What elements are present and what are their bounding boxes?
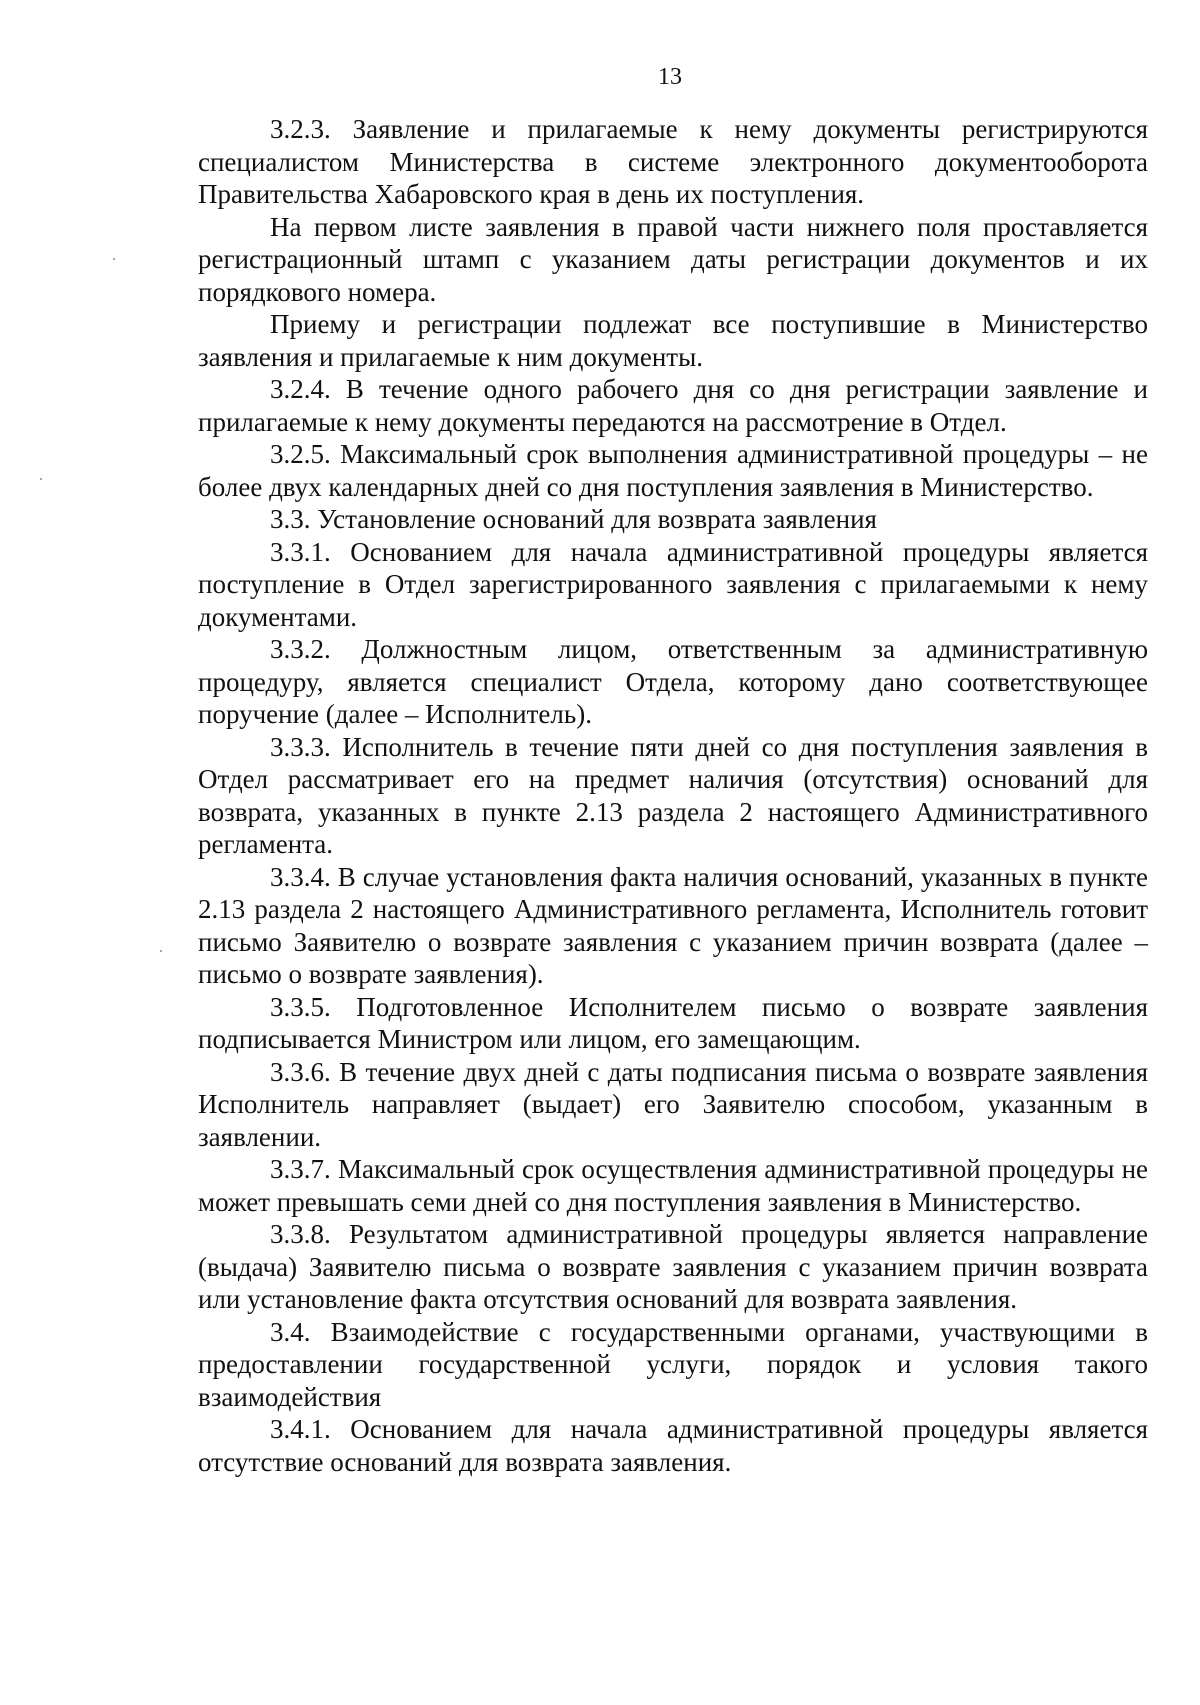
scan-speck [160,950,162,952]
paragraph-3-3-7: 3.3.7. Максимальный срок осуществления административной процедуры не может превышать семи дней со дня поступления заявления в Министерство. [198,1154,1148,1217]
paragraph-3-3-6: 3.3.6. В течение двух дней с даты подписания письма о возврате заявления Исполнитель направляет (выдает) его Заявителю способом, указанным в заявлении. [198,1056,1148,1152]
paragraph-3-4: 3.4. Взаимодействие с государственными органами, участвующими в предоставлении государственной услуги, порядок и условия такого взаимодействия [198,1316,1148,1412]
paragraph-3-3-1: 3.3.1. Основанием для начала административной процедуры является поступление в Отдел зарегистрированного заявления с прилагаемыми к нему документами. [198,536,1148,632]
paragraph-3-3-8: 3.3.8. Результатом административной процедуры является направление (выдача) Заявителю письма о возврате заявления с указанием причин возврата или установление факта отсутствия оснований для возврата заявления. [198,1219,1148,1314]
paragraph-3-3-5: 3.3.5. Подготовленное Исполнителем письмо о возврате заявления подписывается Министром или лицом, его замещающим. [198,991,1148,1054]
paragraph-registration-stamp: На первом листе заявления в правой части нижнего поля проставляется регистрационный штамп с указанием даты регистрации документов и их порядкового номера. [198,211,1148,307]
paragraph-3-2-5: 3.2.5. Максимальный срок выполнения административной процедуры – не более двух календарных дней со дня поступления заявления в Министерство. [198,439,1148,502]
paragraph-3-2-3: 3.2.3. Заявление и прилагаемые к нему документы регистрируются специалистом Министерства в системе электронного документооборота Правительства Хабаровского края в день их поступления. [198,114,1148,209]
paragraph-3-3-3: 3.3.3. Исполнитель в течение пяти дней со дня поступления заявления в Отдел рассматривает его на предмет наличия (отсутствия) оснований для возврата, указанных в пункте 2.13 раздела 2 настоящего Административного регламента. [198,731,1148,859]
paragraph-3-3-2: 3.3.2. Должностным лицом, ответственным за административную процедуру, является специалист Отдела, которому дано соответствующее поручение (далее – Исполнитель). [198,634,1148,729]
page-number: 13 [658,64,682,90]
paragraph-3-3-4: 3.3.4. В случае установления факта наличия оснований, указанных в пункте 2.13 раздела 2 настоящего Административного регламента, Исполнитель готовит письмо Заявителю о возврате заявления с указанием причин возврата (далее – письмо о возврате заявления). [198,861,1148,989]
scan-speck [40,478,42,480]
scan-speck [113,258,115,260]
paragraph-3-4-1: 3.4.1. Основанием для начала административной процедуры является отсутствие оснований для возврата заявления. [198,1414,1148,1477]
paragraph-acceptance: Приему и регистрации подлежат все поступившие в Министерство заявления и прилагаемые к ним документы. [198,309,1148,372]
document-body [198,113,1148,1478]
paragraph-3-2-4: 3.2.4. В течение одного рабочего дня со дня регистрации заявление и прилагаемые к нему документы передаются на рассмотрение в Отдел. [198,374,1148,437]
section-heading-3-3: 3.3. Установление оснований для возврата заявления [270,504,877,534]
